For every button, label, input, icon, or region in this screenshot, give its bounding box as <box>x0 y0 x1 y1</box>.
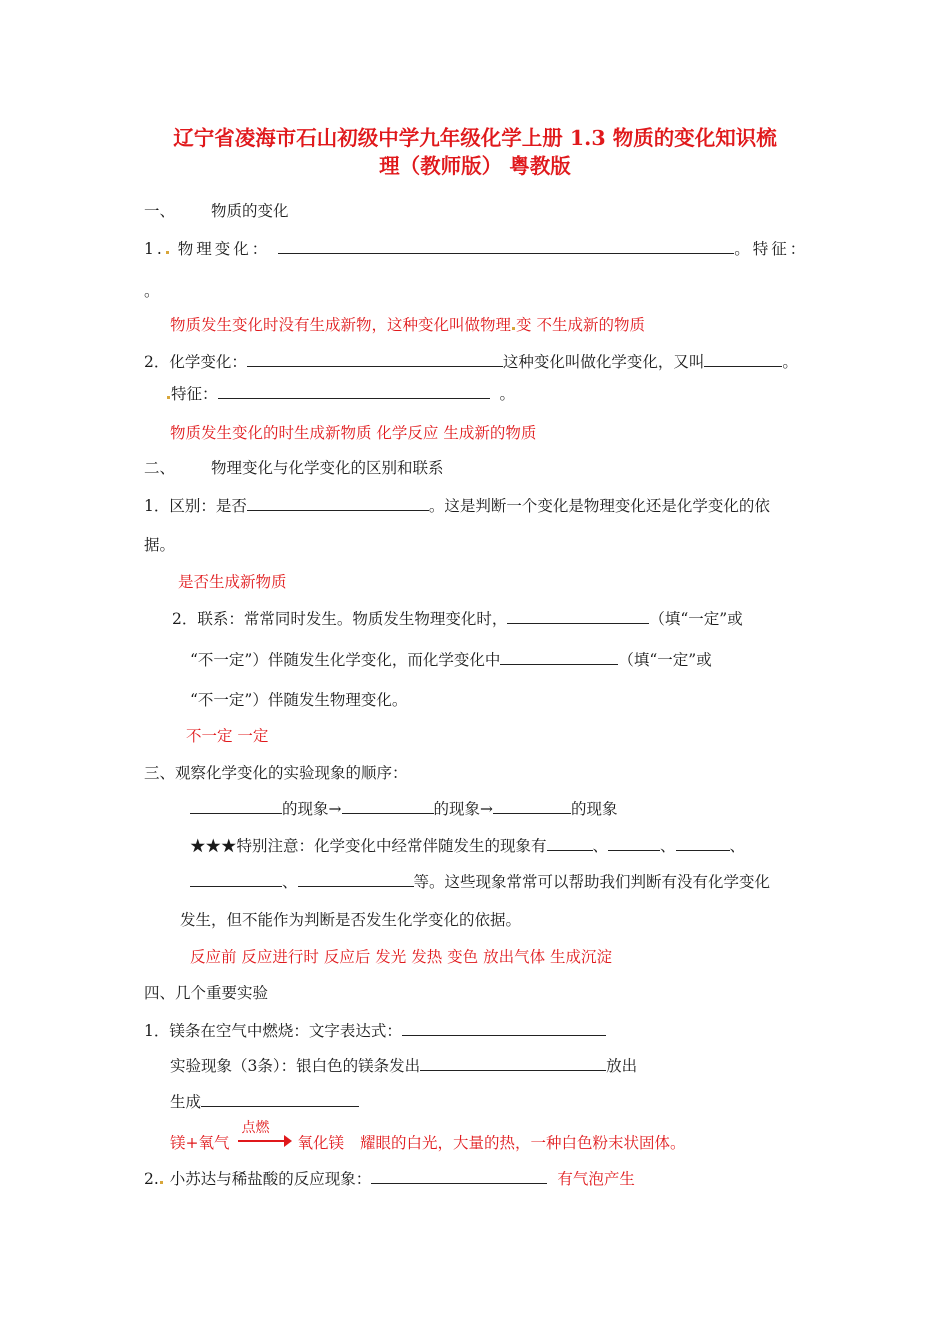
s1-answer-1 <box>170 315 645 335</box>
section-3-heading: 三、观察化学变化的实验现象的顺序： <box>144 764 408 782</box>
sequence-blank-3[interactable] <box>493 798 571 814</box>
s4-q1-generate-label: 生成 <box>170 1093 202 1111</box>
s2-q2-fill1-hint: （填“一定”或 <box>649 610 743 628</box>
mark-dot <box>160 1181 163 1184</box>
s4-q1-phenomena-start: 实验现象（3条）：银白色的镁条发出 <box>170 1057 421 1075</box>
s2-q2-line3: “不一定”）伴随发生物理变化。 <box>190 691 408 709</box>
phenomenon-blank-3[interactable] <box>676 835 730 851</box>
sequence-blank-1[interactable] <box>190 798 282 814</box>
s2-q1-continued: 据。 <box>144 536 176 554</box>
word-equation-blank[interactable] <box>402 1020 606 1036</box>
s1-q2-feature-label: 特征： <box>171 385 218 403</box>
s3-sequence <box>190 798 618 819</box>
document-title-line-1: 辽宁省凌海市石山初级中学九年级化学上册 1.3 物质的变化知识梳 <box>173 126 777 150</box>
reaction-arrow <box>236 1120 292 1148</box>
s1-answer-2: 物质发生变化的时生成新物质 化学反应 生成新的物质 <box>170 424 537 442</box>
sequence-arrow-1: → <box>328 800 342 818</box>
s1-answer-1-text-end: 变 不生成新的物质 <box>516 316 645 334</box>
document-title-line-2: 理（教师版） 粤教版 <box>379 154 571 178</box>
s4-answer-2: 有气泡产生 <box>557 1170 635 1188</box>
phenomenon-blank-5[interactable] <box>298 871 414 887</box>
s1-q1 <box>144 238 808 259</box>
s4-q1-phenomena <box>170 1055 637 1076</box>
physical-change-blank[interactable] <box>278 238 734 254</box>
s1-q1-feature-label: 。特征： <box>734 240 809 258</box>
s3-note-start: ★★★特别注意：化学变化中经常伴随发生的现象有 <box>190 837 547 855</box>
arrow-line <box>238 1140 286 1142</box>
s3-note-line2 <box>190 871 770 892</box>
s4-q2-label: 小苏达与稀盐酸的反应现象： <box>169 1170 372 1188</box>
s1-q1-label: 物理变化： <box>177 240 271 258</box>
s1-q2-middle: 这种变化叫做化学变化，又叫 <box>502 353 705 371</box>
arrow-head-icon <box>284 1135 292 1147</box>
s4-q1-label: 1．镁条在空气中燃烧：文字表达式： <box>144 1022 402 1040</box>
sep-2: 、 <box>660 837 676 855</box>
sep-3: 、 <box>729 837 746 855</box>
s2-q1 <box>144 495 770 516</box>
s3-note <box>190 835 745 856</box>
s1-q2-feature <box>166 383 515 404</box>
s2-q2-line2 <box>190 649 712 670</box>
s4-q2 <box>144 1168 635 1189</box>
s1-answer-1-text: 物质发生变化时没有生成新物，这种变化叫做物理 <box>170 316 512 334</box>
mark-dot <box>167 396 170 399</box>
reaction-condition: 点燃 <box>241 1120 270 1136</box>
phenomenon-blank-2[interactable] <box>608 835 660 851</box>
s2-q2-fill2-hint: （填“一定”或 <box>618 651 712 669</box>
sequence-arrow-2: → <box>480 800 494 818</box>
s4-answer-1 <box>170 1120 686 1153</box>
s1-q2-label: 化学变化： <box>169 353 247 371</box>
s1-q2-end: 。 <box>782 353 798 371</box>
sep-1: 、 <box>592 837 609 855</box>
section-2-number: 二、 <box>144 459 176 477</box>
reaction-phenomena: 耀眼的白光，大量的热，一种白色粉末状固体。 <box>360 1134 686 1152</box>
soda-reaction-blank[interactable] <box>371 1168 547 1184</box>
sequence-label-3: 的现象 <box>571 800 618 818</box>
s1-q2-number: 2． <box>144 353 170 371</box>
s1-q1-end: 。 <box>144 282 160 300</box>
mark-dot <box>512 327 515 330</box>
chemical-feature-blank[interactable] <box>218 383 490 399</box>
s4-q1-phenomena-mid: 放出 <box>606 1057 638 1075</box>
product: 氧化镁 <box>297 1134 345 1152</box>
s1-q2 <box>144 351 798 372</box>
product-blank[interactable] <box>201 1091 359 1107</box>
s1-q2-feature-end: 。 <box>499 385 516 403</box>
distinction-blank[interactable] <box>247 495 429 511</box>
sequence-blank-2[interactable] <box>342 798 434 814</box>
s4-q1-generate <box>170 1091 359 1112</box>
section-2-heading <box>144 458 444 478</box>
section-1-number: 一、 <box>144 202 176 220</box>
section-4-heading: 四、几个重要实验 <box>144 984 269 1002</box>
s3-note-end: 发生，但不能作为判断是否发生化学变化的依据。 <box>180 911 522 929</box>
reactants: 镁+氧气 <box>170 1134 230 1152</box>
s2-q2 <box>172 608 743 629</box>
s2-answer-2: 不一定 一定 <box>186 727 269 745</box>
s2-q1-end: 。这是判断一个变化是物理变化还是化学变化的依 <box>428 497 770 515</box>
s1-q1-number: 1. <box>144 240 165 258</box>
s2-q2-line2-start: “不一定”）伴随发生化学变化，而化学变化中 <box>190 651 501 669</box>
section-1-heading <box>144 201 289 221</box>
s4-q2-number: 2. <box>144 1170 159 1188</box>
s3-answer: 反应前 反应进行时 反应后 发光 发热 变色 放出气体 生成沉淀 <box>190 948 612 966</box>
s2-q1-start: 1．区别：是否 <box>144 497 247 515</box>
sequence-label-2: 的现象 <box>433 800 481 818</box>
sep-4: 、 <box>282 873 298 891</box>
s2-q2-start: 2．联系：常常同时发生。物质发生物理变化时， <box>172 610 508 628</box>
section-2-title: 物理变化与化学变化的区别和联系 <box>211 459 444 477</box>
section-1-title: 物质的变化 <box>211 202 289 220</box>
chemical-change-alias-blank[interactable] <box>704 351 782 367</box>
relation-blank-1[interactable] <box>507 608 649 624</box>
sequence-label-1: 的现象 <box>282 800 329 818</box>
phenomenon-blank-4[interactable] <box>190 871 282 887</box>
phenomenon-blank-1[interactable] <box>547 835 593 851</box>
s3-note-continued: 等。这些现象常常可以帮助我们判断有没有化学变化 <box>413 873 771 891</box>
mark-dot <box>166 251 169 254</box>
s2-answer-1: 是否生成新物质 <box>178 573 287 591</box>
light-blank[interactable] <box>420 1055 606 1071</box>
s4-q1 <box>144 1020 606 1041</box>
relation-blank-2[interactable] <box>500 649 618 665</box>
chemical-change-blank[interactable] <box>247 351 503 367</box>
